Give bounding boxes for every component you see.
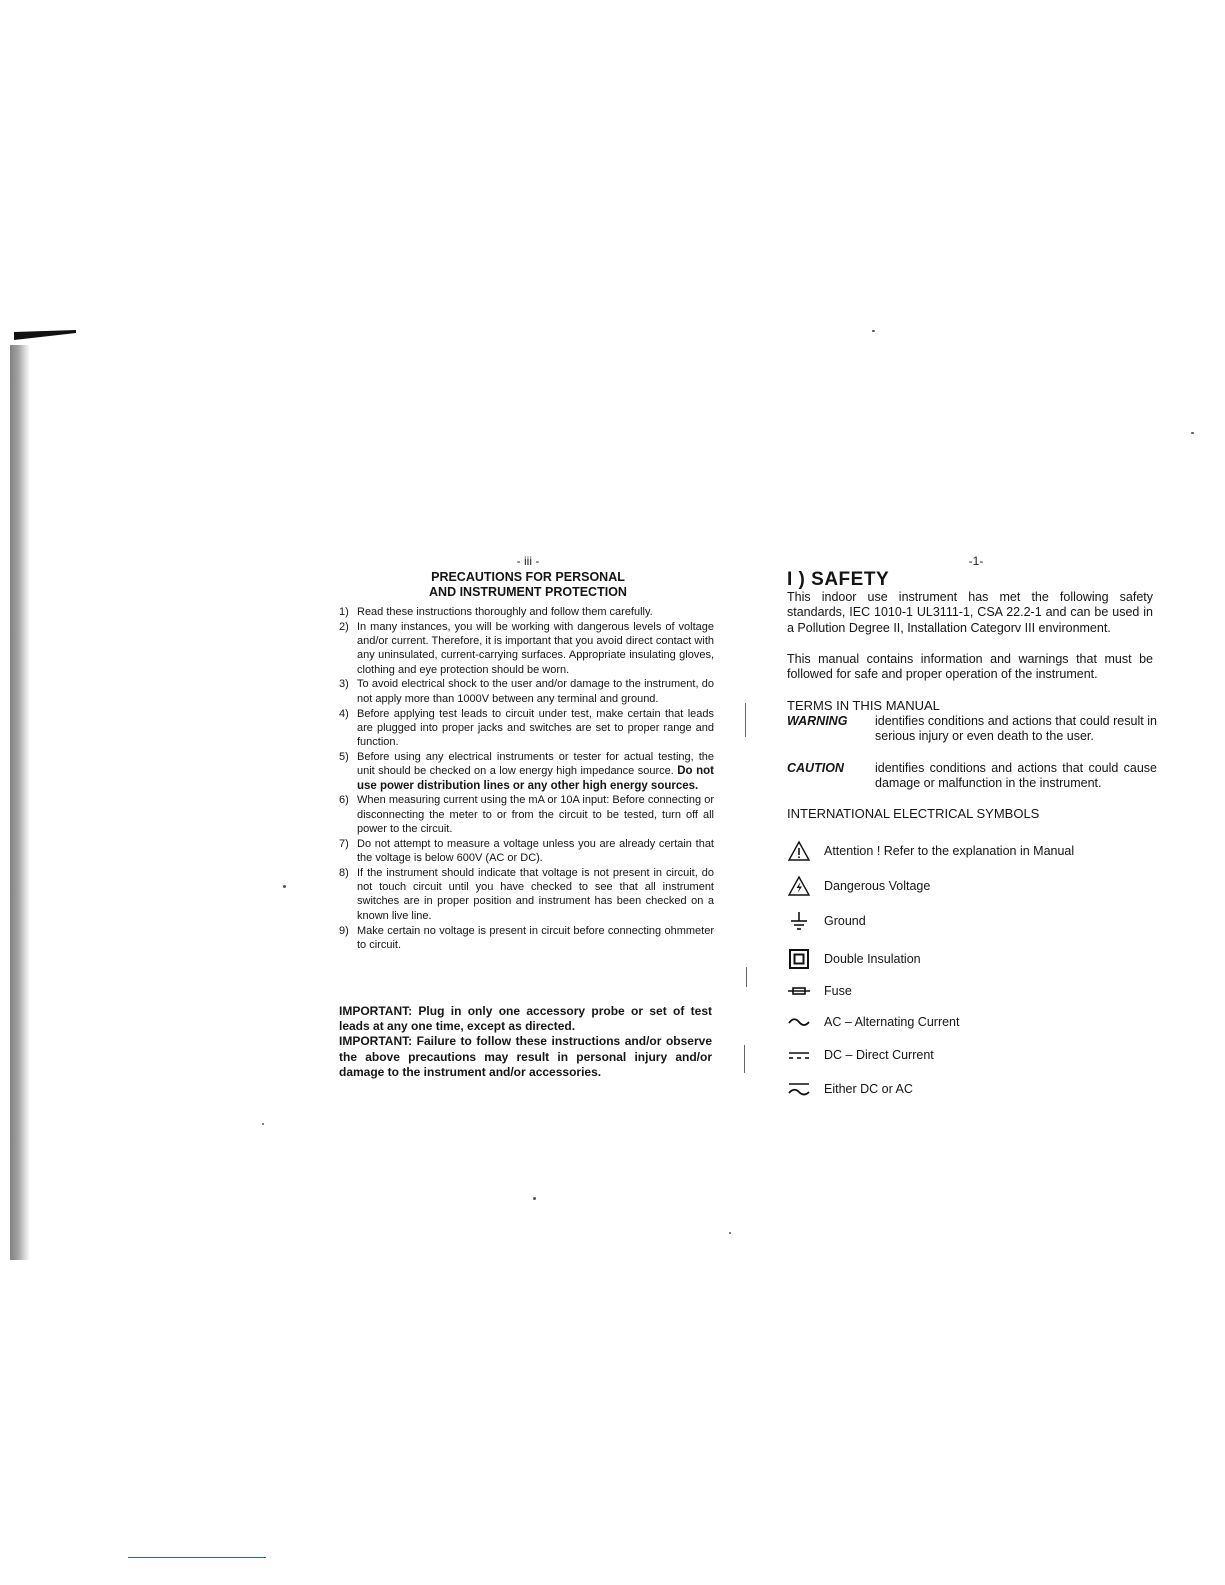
list-item: 3) To avoid electrical shock to the user and/or damage to the instrument, do not apply more than 1000V between any terminal and ground. [339,678,714,705]
warning-description: identifies conditions and actions that could result in serious injury or even death to the user. [875,714,1157,744]
warning-label: WARNING [787,714,848,728]
precautions-list [339,605,714,953]
list-item: 5) Before using any electrical instruments or tester for actual testing, the unit should be checked on a low energy high impedance source. Do not use power distribution lines or any other high energy sources. [339,750,715,792]
scan-speck [729,1232,731,1234]
scan-edge-shadow [10,345,30,1260]
symbol-row: Dangerous Voltage [787,874,1167,898]
title-line-1: PRECAUTIONS FOR PERSONAL [431,570,625,584]
ac-icon [787,1010,811,1034]
list-item: 4) Before applying test leads to circuit under test, make certain that leads are plugged into proper jacks and switches are set to proper range and function. [339,707,714,749]
scan-speck [262,1123,264,1125]
scan-speck [872,330,875,332]
dc-or-ac-icon [787,1077,811,1101]
page-number: -1- [968,554,984,568]
title-line-2: AND INSTRUMENT PROTECTION [429,585,627,599]
important-note-2: IMPORTANT: Failure to follow these instructions and/or observe the above precautions may result in personal injury and/or damage to the instrument and/or accessories. [339,1034,712,1079]
important-notes [339,1004,712,1080]
list-item: 6) When measuring current using the mA or 10A input: Before connecting or disconnecting the meter to or from the circuit to be tested, turn off all power to the circuit. [339,794,714,835]
caution-term [787,761,1157,792]
symbol-row: DC – Direct Current [787,1043,1167,1067]
safety-paragraph-2: This manual contains information and warnings that must be followed for safe and proper operation of the instrument. [787,652,1153,682]
important-note-1: IMPORTANT: Plug in only one accessory probe or set of test leads at any one time, except as directed. [339,1004,712,1034]
page-title [339,570,717,600]
warning-term [787,714,1157,745]
safety-paragraph-1: This indoor use instrument has met the following safety standards, IEC 1010-1 UL3111-1, CSA 22.2-1 and can be used in a Pollution Degree II, Installation Categorv III environment. [787,590,1153,635]
ground-icon [787,909,811,933]
list-item: 9) Make certain no voltage is present in circuit before connecting ohmmeter to circuit. [339,924,714,951]
scan-mark [14,330,76,340]
scan-speck [283,885,286,888]
symbol-row: Either DC or AC [787,1077,1167,1101]
scan-line [744,1045,745,1073]
symbol-row: AC – Alternating Current [787,1010,1167,1034]
list-item: 8) If the instrument should indicate that voltage is not present in circuit, do not touch circuit until you have checked to see that all instrument switches are in proper position and instrument has been checked on a known live line. [339,866,714,922]
scan-line [746,967,747,987]
double-insulation-icon [787,947,811,971]
dangerous-voltage-icon [787,874,811,898]
scan-line [745,703,746,737]
symbol-row: Fuse [787,979,1167,1003]
section-title: I ) SAFETY [787,569,890,590]
dc-icon [787,1043,811,1067]
symbols-heading: INTERNATIONAL ELECTRICAL SYMBOLS [787,806,1040,821]
symbol-row: Ground [787,909,1167,933]
terms-heading: TERMS IN THIS MANUAL [787,698,940,713]
fuse-icon [787,979,811,1003]
caution-description: identifies conditions and actions that could cause damage or malfunction in the instrument. [875,761,1157,791]
scan-speck [1191,432,1194,434]
footer-underline [128,1557,266,1558]
caution-label: CAUTION [787,761,844,775]
list-item: 2) In many instances, you will be working with dangerous levels of voltage and/or current. Therefore, it is important that you avoid direct contact with any uninsulated, current-carrying surfaces. Appropriate insulating gloves, clothing and eye protection should be worn. [339,620,714,676]
symbol-row: Double Insulation [787,947,1167,971]
symbol-row: Attention ! Refer to the explanation in Manual [787,839,1167,863]
attention-triangle-icon [787,839,811,863]
list-item: 7) Do not attempt to measure a voltage unless you are already certain that the voltage is below 600V (AC or DC). [339,837,714,865]
page-number: - iii - [516,554,540,568]
list-item: 1) Read these instructions thoroughly and follow them carefully. [339,606,653,618]
scan-speck [533,1197,536,1200]
